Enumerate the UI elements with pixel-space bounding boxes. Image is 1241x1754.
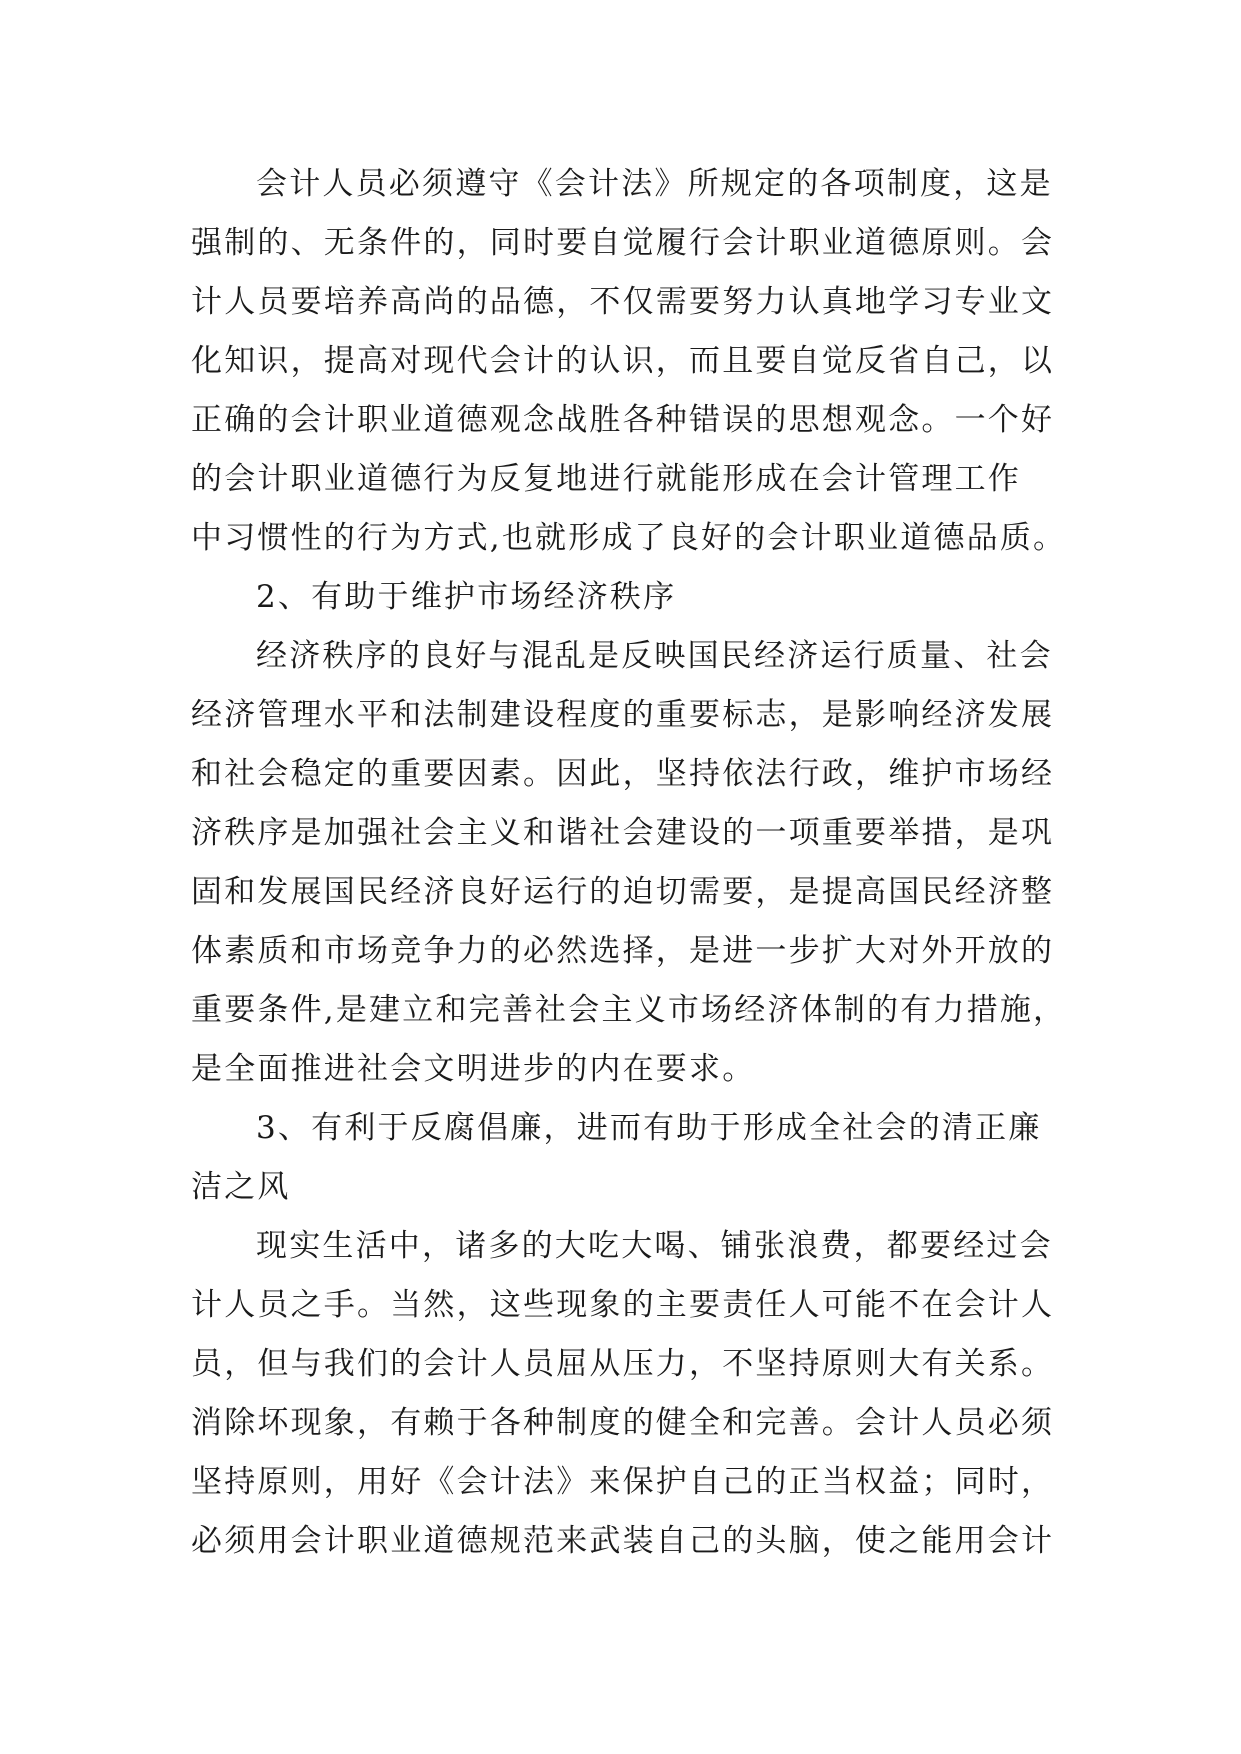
paragraph-2-line-7: 重要条件,是建立和完善社会主义市场经济体制的有力措施， <box>191 992 1067 1028</box>
paragraph-1-line-6: 的会计职业道德行为反复地进行就能形成在会计管理工作 <box>191 461 1021 497</box>
paragraph-2-line-1: 经济秩序的良好与混乱是反映国民经济运行质量、社会 <box>256 638 1053 674</box>
paragraph-2-line-3: 和社会稳定的重要因素。因此，坚持依法行政，维护市场经 <box>191 756 1055 792</box>
paragraph-3-line-6: 必须用会计职业道德规范来武装自己的头脑，使之能用会计 <box>191 1523 1055 1559</box>
paragraph-2-line-6: 体素质和市场竞争力的必然选择，是进一步扩大对外开放的 <box>191 933 1055 969</box>
paragraph-1-line-4: 化知识，提高对现代会计的认识，而且要自觉反省自己，以 <box>191 343 1055 379</box>
paragraph-2-line-5: 固和发展国民经济良好运行的迫切需要，是提高国民经济整 <box>191 874 1055 910</box>
paragraph-1-line-7: 中习惯性的行为方式,也就形成了良好的会计职业道德品质。 <box>191 520 1067 556</box>
paragraph-3-line-3: 员，但与我们的会计人员屈从压力，不坚持原则大有关系。 <box>191 1346 1055 1382</box>
paragraph-3-line-1: 现实生活中，诸多的大吃大喝、铺张浪费，都要经过会 <box>256 1228 1053 1264</box>
section-heading-3-line-1: 3、有利于反腐倡廉，进而有助于形成全社会的清正廉 <box>256 1110 1042 1146</box>
paragraph-1-line-2: 强制的、无条件的，同时要自觉履行会计职业道德原则。会 <box>191 225 1055 261</box>
paragraph-2-line-2: 经济管理水平和法制建设程度的重要标志，是影响经济发展 <box>191 697 1055 733</box>
paragraph-3-line-5: 坚持原则，用好《会计法》来保护自己的正当权益；同时， <box>191 1464 1055 1500</box>
section-heading-3-line-2: 洁之风 <box>191 1169 291 1205</box>
paragraph-3-line-2: 计人员之手。当然，这些现象的主要责任人可能不在会计人 <box>191 1287 1055 1323</box>
paragraph-1-line-1: 会计人员必须遵守《会计法》所规定的各项制度，这是 <box>256 166 1053 202</box>
paragraph-1-line-5: 正确的会计职业道德观念战胜各种错误的思想观念。一个好 <box>191 402 1055 438</box>
paragraph-2-line-8: 是全面推进社会文明进步的内在要求。 <box>191 1051 756 1087</box>
paragraph-1-line-3: 计人员要培养高尚的品德，不仅需要努力认真地学习专业文 <box>191 284 1055 320</box>
section-heading-2: 2、有助于维护市场经济秩序 <box>256 579 677 615</box>
paragraph-2-line-4: 济秩序是加强社会主义和谐社会建设的一项重要举措，是巩 <box>191 815 1055 851</box>
paragraph-3-line-4: 消除坏现象，有赖于各种制度的健全和完善。会计人员必须 <box>191 1405 1055 1441</box>
